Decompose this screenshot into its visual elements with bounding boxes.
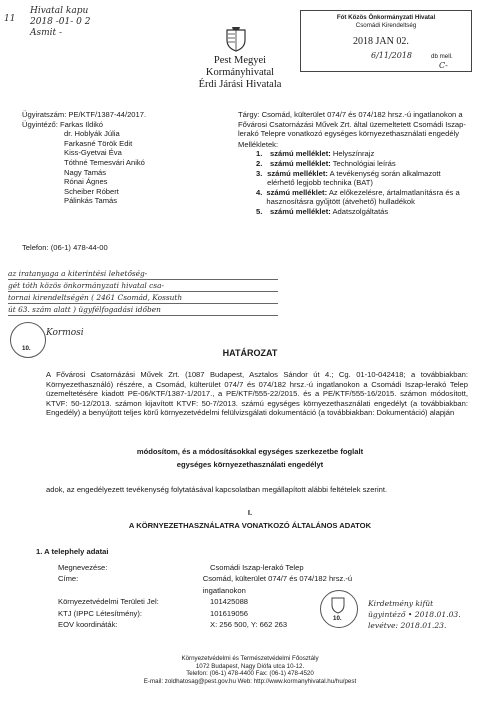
coat-of-arms-emblem [224,26,248,52]
seal-number: 10. [22,345,31,352]
site-data-row: Környezetvédelmi Területi Jel: 101425088 [58,597,249,607]
name-item: Scheiber Róbert [64,186,119,196]
targy-text: Csomád, külterület 074/7 és 074/182 hrsz.-ú ingatlanokon a Fővárosi Csatornázási Művek Zrt. által üzemeltetett Csomádi Iszap-lerakó Telepre vonatkozó egységes környezethasználati engedély [238,110,466,139]
section-roman: I. [247,508,253,517]
received-stamp [300,10,472,72]
attachment-item: 3. számú melléklet: A tevékenység során alkalmazott elérhető legjobb technika (BAT) [256,168,441,188]
mellekletek-label: Mellékletek: [238,139,279,149]
attachment-item: 1. számú melléklet: Helyszínrajz [256,149,375,159]
site-data-row: KTJ (IPPC Létesítmény): 101619056 [58,608,249,618]
site-data-row: Megnevezése: Csomádi Iszap-lerakó Telep [58,563,304,572]
site-data-row: Címe: Csomád, külterület 074/7 és 074/182 hrsz.-ú ingatlanokon [58,574,353,595]
name-item: Pálinkás Tamás [64,196,118,206]
attachment-item: 4. számú melléklet: Az előkezelésre, ártalmatlanításra és a hasznosításra gyűjtött (átvehető) hulladékok [256,187,460,207]
note-line: gét tóth közös önkormányzati hivatal csa- [8,280,278,292]
header-line-2: Kormányhivatal [205,67,275,78]
subsection-title: 1. A telephely adatai [36,547,109,556]
decision-paragraph: A Fővárosi Csatornázási Művek Zrt. (1087 Budapest, Asztalos Sándor út 4.; Cg. 01-10-042418; a továbbiakban: Környezethasználó) részére, a Csomád, külterület 074/7 és 074/182 hrsz.-ú ingatlanokon a Csomádi Iszap-lerakó Telep üzemeltetésére kiadott PE-06/KTF/1387-1/2017., a PE/KTF/555-22/2015. és a PE/KTF/555-16/2015. számon módosított, KTVF: 50-12/2013. számon kijavított KTVF: 50-7/2013. számú egységes környezethasználati engedélyt (a továbbiakban: Engedély) a benyújtott teljes körű környezetvédelmi felülvizsgálati dokumentáció (a továbbiakban: Dokumentáció) alapján [46,370,468,418]
name-item: Farkasné Török Edit [64,138,133,148]
round-seal-right: 10. [320,590,358,628]
ugyintezo-label: Ügyintéző: Farkas Ildikó [22,119,104,129]
attachments-list [238,149,468,216]
header-line-1: Pest Megyei [213,55,267,66]
attachment-item: 5. számú melléklet: Adatszolgáltatás [256,206,389,216]
note-line: út 63. szám alatt ) ügyfélfogadási időben [8,304,278,316]
footer-line-2: 1072 Budapest, Nagy Diófa utca 10-12. [195,662,305,670]
handwritten-right-note: Kirdetmény kifüt ügyintéző • 2018.01.03. levétve: 2018.01.23. [368,599,461,630]
stamp-branch: Csomádi Kirendeltség [355,21,417,29]
note-line: az iratanyaga a kiterintési lehetőség- [8,268,278,280]
targy-label: Tárgy: [238,110,260,119]
handwritten-ugyintezo: Kormosi [46,328,84,338]
stamp-pages-label: db mell. [431,53,453,60]
site-data-row: EOV koordináták: X: 256 500, Y: 662 263 [58,620,288,630]
subject-block [238,110,468,217]
decision-title: HATÁROZAT [222,348,278,358]
footer-line-1: Környezetvédelmi és Természetvédelmi Főosztály [181,655,319,662]
name-item: Tóthné Temesvári Anikó [64,157,145,167]
handwritten-note [8,268,278,316]
name-item: Kiss-Gyetvai Éva [64,148,122,158]
stamp-code: C- [439,61,448,70]
attachment-item: 2. számú melléklet: Technológiai leírás [256,158,396,168]
name-item: dr. Hoblyák Júlia [64,129,120,139]
handwritten-number: 11 [4,14,16,24]
telefon: Telefon: (06-1) 478-44-00 [22,243,108,252]
footer [60,655,440,685]
decision-center-1: módosítom, és a módosításokkal egységes szerkezetbe foglalt [136,447,364,456]
decision-adok: adok, az engedélyezett tevékenység folytatásával kapcsolatban megállapított alábbi feltételek szerint. [46,485,388,494]
header-line-3: Érdi Járási Hivatala [198,79,282,90]
right-emblem [330,596,346,614]
stamp-ref: 6/11/2018 [371,51,413,60]
handwritten-receipt-note: Hivatal kapu 2018 -01- 0 2 Asmit - [30,6,91,38]
ugyiratszam: Ügyiratszám: PE/KTF/1387-44/2017. [22,110,147,119]
footer-line-3: Telefon: (06-1) 478-4400 Fax: (06-1) 478-4520 [186,670,314,678]
note-line: tornai kirendeltségén ( 2461 Csomád, Kossuth [8,292,278,304]
footer-line-4: E-mail: zoldhatosag@pest.gov.hu Web: http://www.kormanyhivatal.hu/hu/pest [143,677,357,685]
left-info-block [22,110,197,206]
name-item: Nagy Tamás [64,167,107,177]
name-item: Rónai Ágnes [64,177,108,187]
section-title: A KÖRNYEZETHASZNÁLATRA VONATKOZÓ ÁLTALÁNOS ADATOK [128,521,372,530]
office-header [160,55,320,91]
decision-center-2: egységes környezethasználati engedélyt [176,460,324,469]
ugyintezo-names [22,129,197,206]
stamp-office: Fót Közös Önkormányzati Hivatal [336,14,436,21]
stamp-date: 2018 JAN 02. [353,36,409,47]
